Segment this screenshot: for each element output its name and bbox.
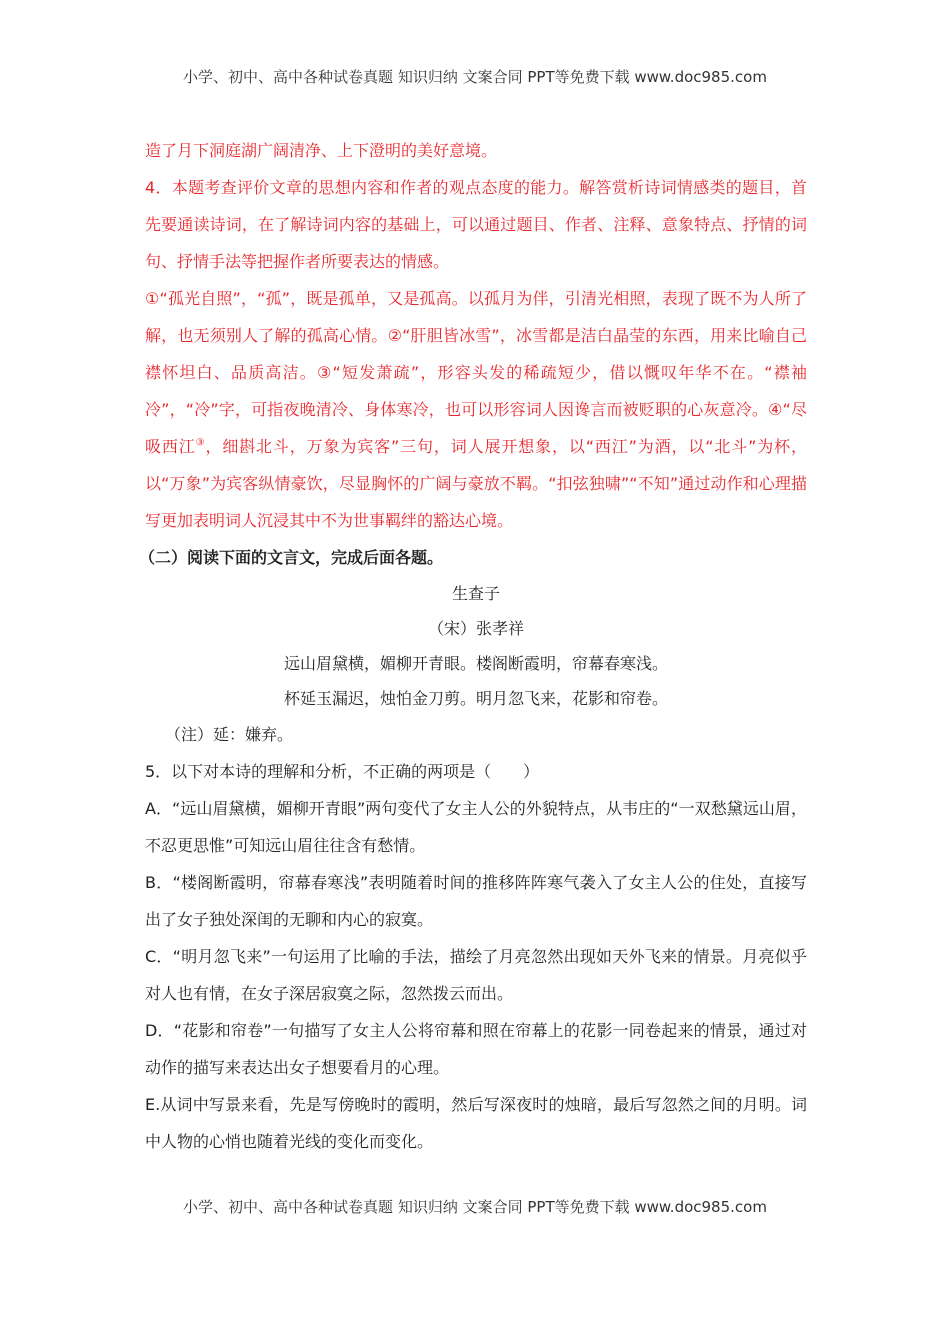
option-a: A．“远山眉黛横，媚柳开青眼”两句变代了女主人公的外貌特点，从韦庄的“一双愁黛远山眉，不忍更思惟”可知远山眉往往含有愁情。	[145, 799, 807, 855]
question-5-stem: 5．以下对本诗的理解和分析，不正确的两项是（ ）	[145, 762, 540, 781]
analysis-text-part1: ①“孤光自照”，“孤”，既是孤单，又是孤高。以孤月为伴，引清光相照，表现了既不为人所了解，也无须别人了解的孤高心情。②“肝胆皆冰雪”，冰雪都是洁白晶莹的东西，用来比喻自己襟怀坦白、品质高洁。③“短发萧疏”，形容头发的稀疏短少，借以慨叹年华不在。“襟袖冷”，“冷”字，可指夜晚清冷、身体寒冷，也可以形容词人因谗言而被贬职的心灰意冷。④“尽吸西江	[145, 289, 807, 456]
option-d: D．“花影和帘卷”一句描写了女主人公将帘幕和照在帘幕上的花影一同卷起来的情景，通过对动作的描写来表达出女子想要看月的心理。	[145, 1021, 807, 1077]
section-heading: （二）阅读下面的文言文，完成后面各题。	[139, 548, 444, 567]
document-body	[139, 132, 807, 1160]
option-b: B．“楼阁断霞明，帘幕春寒浅”表明随着时间的推移阵阵寒气袭入了女主人公的住处，直接写出了女子独处深闺的无聊和内心的寂寞。	[145, 873, 807, 929]
poem-line-1: 远山眉黛横，媚柳开青眼。楼阁断霞明，帘幕春寒浅。	[283, 654, 668, 673]
poem-note: （注）延：嫌弃。	[165, 725, 294, 744]
poem-title: 生查子	[451, 584, 500, 603]
poem-author: （宋）张孝祥	[427, 619, 524, 638]
option-c: C．“明月忽飞来”一句运用了比喻的手法，描绘了月亮忽然出现如天外飞来的情景。月亮似乎对人也有情，在女子深居寂寞之际，忽然拨云而出。	[145, 947, 807, 1003]
answer-continuation: 造了月下洞庭湖广阔清净、上下澄明的美好意境。	[145, 141, 498, 160]
page-header: 小学、初中、高中各种试卷真题 知识归纳 文案合同 PPT等免费下载 www.doc985.com	[183, 68, 767, 86]
option-e: E.从词中写景来看，先是写傍晚时的霞明，然后写深夜时的烛暗，最后写忽然之间的月明。词中人物的心悄也随着光线的变化而变化。	[145, 1095, 807, 1151]
footnote-marker: ③	[195, 437, 206, 449]
answer-q4-intro: 4．本题考查评价文章的思想内容和作者的观点态度的能力。解答赏析诗词情感类的题目，首先要通读诗词，在了解诗词内容的基础上，可以通过题目、作者、注释、意象特点、抒情的词句、抒情手法等把握作者所要表达的情感。	[145, 178, 807, 271]
analysis-text-part2: ，细斟北斗，万象为宾客”三句，词人展开想象，以“西江”为酒，以“北斗”为杯，以“万象”为宾客纵情豪饮，尽显胸怀的广阔与豪放不羁。“扣弦独啸”“不知”通过动作和心理描写更加表明词人沉浸其中不为世事羁绊的豁达心境。	[145, 437, 807, 530]
poem-line-2: 杯延玉漏迟，烛怕金刀剪。明月忽飞来，花影和帘卷。	[283, 689, 668, 708]
page-footer: 小学、初中、高中各种试卷真题 知识归纳 文案合同 PPT等免费下载 www.doc985.com	[183, 1198, 767, 1216]
answer-q4-analysis	[145, 280, 807, 539]
